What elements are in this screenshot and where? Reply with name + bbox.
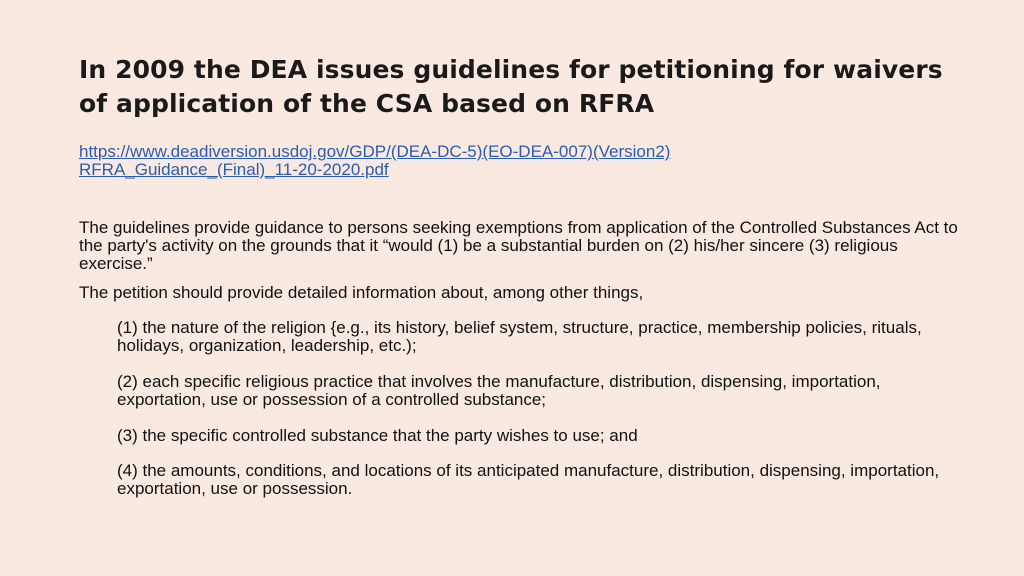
list-item: (1) the nature of the religion {e.g., its history, belief system, structure, practice, membership policies, rituals, holidays, organization, leadership, etc.); xyxy=(117,318,922,355)
list-item: (2) each specific religious practice that involves the manufacture, distribution, dispensing, importation, exportation, use or possession of a controlled substance; xyxy=(117,372,881,409)
list-item: (3) the specific controlled substance that the party wishes to use; and xyxy=(117,426,638,445)
petition-paragraph: The petition should provide detailed information about, among other things, xyxy=(79,283,644,302)
list-item: (4) the amounts, conditions, and locations of its anticipated manufacture, distribution, dispensing, importation, exportation, use or possession. xyxy=(117,461,940,498)
guidance-pdf-link[interactable]: https://www.deadiversion.usdoj.gov/GDP/(DEA-DC-5)(EO-DEA-007)(Version2)RFRA_Guidance_(Final)_11-20-2020.pdf xyxy=(79,142,671,179)
slide-title: In 2009 the DEA issues guidelines for petitioning for waivers of application of the CSA based on RFRA xyxy=(79,55,943,118)
guidelines-paragraph: The guidelines provide guidance to persons seeking exemptions from application of the Controlled Substances Act to the party's activity on the grounds that it “would (1) be a substantial burden on (2) his/her sincere (3) religious exercise.” xyxy=(79,218,958,273)
